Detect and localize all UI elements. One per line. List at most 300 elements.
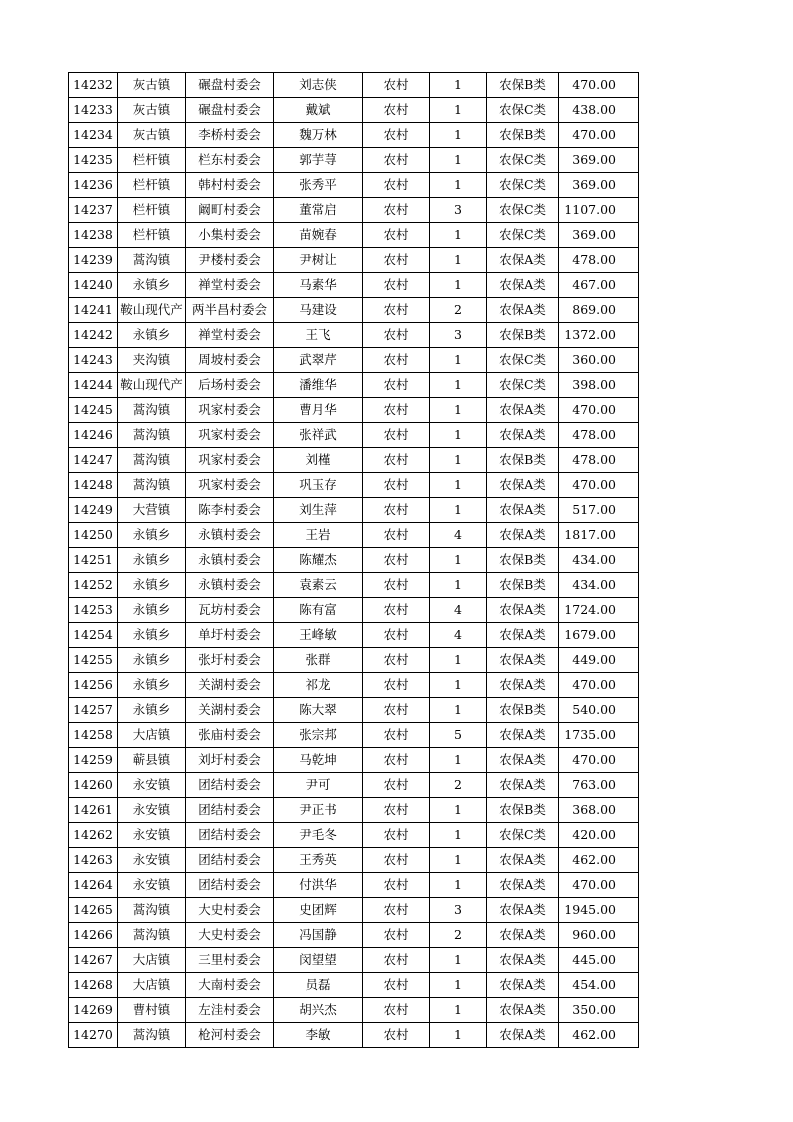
cell-insurance-class: 农保A类	[487, 723, 559, 748]
cell-household-count: 1	[430, 998, 487, 1023]
cell-household-type: 农村	[363, 973, 430, 998]
cell-town: 永镇乡	[118, 698, 186, 723]
cell-household-type: 农村	[363, 498, 430, 523]
cell-household-type: 农村	[363, 398, 430, 423]
table-row	[69, 673, 639, 698]
cell-village-committee: 巩家村委会	[186, 398, 274, 423]
cell-insurance-class: 农保B类	[487, 323, 559, 348]
cell-insurance-class: 农保C类	[487, 98, 559, 123]
cell-insurance-class: 农保B类	[487, 798, 559, 823]
cell-household-type: 农村	[363, 823, 430, 848]
cell-village-committee: 周坡村委会	[186, 348, 274, 373]
cell-amount: 517.00	[559, 498, 639, 523]
cell-village-committee: 三里村委会	[186, 948, 274, 973]
cell-person-name: 曹月华	[274, 398, 363, 423]
cell-amount: 467.00	[559, 273, 639, 298]
cell-insurance-class: 农保B类	[487, 573, 559, 598]
cell-person-name: 魏万林	[274, 123, 363, 148]
cell-person-name: 李敏	[274, 1023, 363, 1048]
table-row	[69, 348, 639, 373]
cell-record-id: 14250	[69, 523, 118, 548]
cell-town: 永安镇	[118, 823, 186, 848]
cell-record-id: 14238	[69, 223, 118, 248]
cell-person-name: 王秀英	[274, 848, 363, 873]
cell-person-name: 刘志侠	[274, 73, 363, 98]
cell-person-name: 董常启	[274, 198, 363, 223]
cell-town: 灰古镇	[118, 98, 186, 123]
cell-person-name: 马乾坤	[274, 748, 363, 773]
table-row	[69, 273, 639, 298]
cell-person-name: 祁龙	[274, 673, 363, 698]
cell-town: 鞍山现代产	[118, 298, 186, 323]
cell-village-committee: 陈李村委会	[186, 498, 274, 523]
cell-town: 永安镇	[118, 848, 186, 873]
cell-person-name: 巩玉存	[274, 473, 363, 498]
cell-record-id: 14257	[69, 698, 118, 723]
cell-record-id: 14266	[69, 923, 118, 948]
cell-village-committee: 大史村委会	[186, 923, 274, 948]
cell-household-count: 1	[430, 823, 487, 848]
cell-village-committee: 栏东村委会	[186, 148, 274, 173]
cell-household-count: 3	[430, 898, 487, 923]
cell-amount: 960.00	[559, 923, 639, 948]
cell-village-committee: 瓦坊村委会	[186, 598, 274, 623]
table-row	[69, 173, 639, 198]
cell-person-name: 王飞	[274, 323, 363, 348]
cell-town: 永镇乡	[118, 648, 186, 673]
cell-record-id: 14242	[69, 323, 118, 348]
cell-amount: 470.00	[559, 673, 639, 698]
cell-household-count: 1	[430, 748, 487, 773]
cell-village-committee: 永镇村委会	[186, 523, 274, 548]
cell-household-count: 1	[430, 973, 487, 998]
cell-household-count: 1	[430, 948, 487, 973]
table-row	[69, 523, 639, 548]
cell-person-name: 戴斌	[274, 98, 363, 123]
cell-person-name: 尹可	[274, 773, 363, 798]
cell-person-name: 尹毛冬	[274, 823, 363, 848]
cell-person-name: 刘槿	[274, 448, 363, 473]
cell-amount: 369.00	[559, 173, 639, 198]
cell-person-name: 尹正书	[274, 798, 363, 823]
cell-person-name: 王岩	[274, 523, 363, 548]
cell-household-type: 农村	[363, 248, 430, 273]
cell-amount: 360.00	[559, 348, 639, 373]
cell-household-type: 农村	[363, 298, 430, 323]
cell-town: 鞍山现代产	[118, 373, 186, 398]
cell-amount: 470.00	[559, 748, 639, 773]
cell-town: 曹村镇	[118, 998, 186, 1023]
cell-village-committee: 巩家村委会	[186, 473, 274, 498]
cell-household-type: 农村	[363, 1023, 430, 1048]
cell-amount: 1372.00	[559, 323, 639, 348]
cell-record-id: 14248	[69, 473, 118, 498]
table-row	[69, 498, 639, 523]
cell-household-count: 3	[430, 323, 487, 348]
cell-village-committee: 团结村委会	[186, 798, 274, 823]
cell-town: 永镇乡	[118, 548, 186, 573]
cell-village-committee: 碾盘村委会	[186, 73, 274, 98]
cell-household-type: 农村	[363, 573, 430, 598]
cell-household-count: 4	[430, 623, 487, 648]
cell-insurance-class: 农保A类	[487, 748, 559, 773]
cell-insurance-class: 农保A类	[487, 998, 559, 1023]
cell-village-committee: 张圩村委会	[186, 648, 274, 673]
cell-amount: 470.00	[559, 473, 639, 498]
cell-town: 永镇乡	[118, 598, 186, 623]
cell-household-type: 农村	[363, 948, 430, 973]
table-row	[69, 423, 639, 448]
cell-town: 大店镇	[118, 948, 186, 973]
cell-household-type: 农村	[363, 423, 430, 448]
cell-village-committee: 李桥村委会	[186, 123, 274, 148]
cell-household-count: 1	[430, 273, 487, 298]
cell-household-count: 1	[430, 448, 487, 473]
table-row	[69, 398, 639, 423]
cell-insurance-class: 农保A类	[487, 423, 559, 448]
table-row	[69, 723, 639, 748]
cell-person-name: 袁素云	[274, 573, 363, 598]
cell-town: 永安镇	[118, 798, 186, 823]
cell-record-id: 14262	[69, 823, 118, 848]
cell-village-committee: 张庙村委会	[186, 723, 274, 748]
cell-town: 蒿沟镇	[118, 898, 186, 923]
cell-town: 永安镇	[118, 773, 186, 798]
cell-household-count: 1	[430, 548, 487, 573]
cell-person-name: 尹树让	[274, 248, 363, 273]
table-row	[69, 98, 639, 123]
cell-record-id: 14233	[69, 98, 118, 123]
cell-household-type: 农村	[363, 98, 430, 123]
cell-insurance-class: 农保A类	[487, 648, 559, 673]
cell-person-name: 刘生萍	[274, 498, 363, 523]
cell-village-committee: 团结村委会	[186, 848, 274, 873]
cell-village-committee: 巩家村委会	[186, 448, 274, 473]
cell-village-committee: 左洼村委会	[186, 998, 274, 1023]
cell-household-type: 农村	[363, 673, 430, 698]
cell-record-id: 14256	[69, 673, 118, 698]
cell-insurance-class: 农保C类	[487, 373, 559, 398]
cell-town: 永镇乡	[118, 673, 186, 698]
cell-amount: 454.00	[559, 973, 639, 998]
cell-household-count: 1	[430, 248, 487, 273]
cell-amount: 1735.00	[559, 723, 639, 748]
cell-household-count: 1	[430, 648, 487, 673]
cell-household-type: 农村	[363, 598, 430, 623]
cell-record-id: 14244	[69, 373, 118, 398]
cell-village-committee: 后场村委会	[186, 373, 274, 398]
cell-record-id: 14254	[69, 623, 118, 648]
cell-amount: 470.00	[559, 873, 639, 898]
table-row	[69, 923, 639, 948]
cell-household-count: 1	[430, 348, 487, 373]
table-row	[69, 198, 639, 223]
table-row	[69, 1023, 639, 1048]
cell-person-name: 张宗邦	[274, 723, 363, 748]
cell-insurance-class: 农保B类	[487, 123, 559, 148]
cell-person-name: 胡兴杰	[274, 998, 363, 1023]
cell-insurance-class: 农保A类	[487, 273, 559, 298]
cell-record-id: 14241	[69, 298, 118, 323]
cell-town: 蕲县镇	[118, 748, 186, 773]
cell-village-committee: 大史村委会	[186, 898, 274, 923]
cell-household-type: 农村	[363, 123, 430, 148]
cell-household-type: 农村	[363, 648, 430, 673]
cell-amount: 1724.00	[559, 598, 639, 623]
cell-amount: 869.00	[559, 298, 639, 323]
cell-town: 永镇乡	[118, 573, 186, 598]
cell-record-id: 14255	[69, 648, 118, 673]
table-row	[69, 748, 639, 773]
cell-household-type: 农村	[363, 223, 430, 248]
cell-town: 大店镇	[118, 973, 186, 998]
cell-household-count: 1	[430, 698, 487, 723]
table-row	[69, 873, 639, 898]
cell-village-committee: 小集村委会	[186, 223, 274, 248]
cell-town: 蒿沟镇	[118, 398, 186, 423]
cell-household-count: 5	[430, 723, 487, 748]
cell-household-count: 1	[430, 848, 487, 873]
cell-insurance-class: 农保A类	[487, 948, 559, 973]
cell-insurance-class: 农保A类	[487, 923, 559, 948]
table-row	[69, 598, 639, 623]
cell-village-committee: 禅堂村委会	[186, 323, 274, 348]
cell-village-committee: 永镇村委会	[186, 548, 274, 573]
cell-insurance-class: 农保A类	[487, 298, 559, 323]
cell-household-count: 3	[430, 198, 487, 223]
cell-household-count: 2	[430, 298, 487, 323]
cell-household-type: 农村	[363, 923, 430, 948]
cell-town: 栏杆镇	[118, 198, 186, 223]
table-row	[69, 573, 639, 598]
cell-insurance-class: 农保A类	[487, 248, 559, 273]
cell-household-count: 1	[430, 573, 487, 598]
cell-household-count: 1	[430, 673, 487, 698]
cell-amount: 434.00	[559, 573, 639, 598]
cell-household-type: 农村	[363, 448, 430, 473]
cell-town: 灰古镇	[118, 73, 186, 98]
cell-household-count: 1	[430, 73, 487, 98]
cell-town: 蒿沟镇	[118, 473, 186, 498]
cell-insurance-class: 农保A类	[487, 1023, 559, 1048]
cell-household-count: 1	[430, 373, 487, 398]
cell-household-count: 1	[430, 873, 487, 898]
cell-insurance-class: 农保A类	[487, 498, 559, 523]
cell-town: 栏杆镇	[118, 148, 186, 173]
cell-insurance-class: 农保C类	[487, 348, 559, 373]
cell-village-committee: 禅堂村委会	[186, 273, 274, 298]
cell-amount: 1107.00	[559, 198, 639, 223]
table-row	[69, 123, 639, 148]
table-body	[69, 73, 639, 1048]
cell-record-id: 14259	[69, 748, 118, 773]
cell-household-type: 农村	[363, 848, 430, 873]
cell-household-type: 农村	[363, 198, 430, 223]
cell-insurance-class: 农保A类	[487, 598, 559, 623]
cell-amount: 449.00	[559, 648, 639, 673]
cell-person-name: 苗婉春	[274, 223, 363, 248]
cell-record-id: 14269	[69, 998, 118, 1023]
table-row	[69, 998, 639, 1023]
cell-record-id: 14268	[69, 973, 118, 998]
cell-village-committee: 韩村村委会	[186, 173, 274, 198]
cell-household-count: 2	[430, 923, 487, 948]
cell-person-name: 冯国静	[274, 923, 363, 948]
cell-household-count: 4	[430, 598, 487, 623]
cell-household-count: 1	[430, 123, 487, 148]
cell-household-type: 农村	[363, 698, 430, 723]
cell-village-committee: 单圩村委会	[186, 623, 274, 648]
cell-household-type: 农村	[363, 273, 430, 298]
table-row	[69, 848, 639, 873]
cell-amount: 470.00	[559, 73, 639, 98]
table-row	[69, 823, 639, 848]
cell-person-name: 陈大翠	[274, 698, 363, 723]
cell-amount: 478.00	[559, 448, 639, 473]
cell-household-type: 农村	[363, 548, 430, 573]
cell-household-count: 1	[430, 148, 487, 173]
cell-insurance-class: 农保A类	[487, 848, 559, 873]
cell-person-name: 王峰敏	[274, 623, 363, 648]
table-row	[69, 898, 639, 923]
cell-household-type: 农村	[363, 773, 430, 798]
cell-record-id: 14232	[69, 73, 118, 98]
cell-record-id: 14246	[69, 423, 118, 448]
cell-household-type: 农村	[363, 623, 430, 648]
cell-person-name: 张群	[274, 648, 363, 673]
cell-household-type: 农村	[363, 473, 430, 498]
cell-record-id: 14245	[69, 398, 118, 423]
cell-town: 蒿沟镇	[118, 423, 186, 448]
cell-record-id: 14260	[69, 773, 118, 798]
cell-person-name: 史团辉	[274, 898, 363, 923]
cell-household-type: 农村	[363, 523, 430, 548]
cell-town: 大店镇	[118, 723, 186, 748]
cell-amount: 470.00	[559, 398, 639, 423]
cell-insurance-class: 农保B类	[487, 73, 559, 98]
cell-insurance-class: 农保A类	[487, 673, 559, 698]
cell-amount: 470.00	[559, 123, 639, 148]
cell-village-committee: 碾盘村委会	[186, 98, 274, 123]
cell-record-id: 14243	[69, 348, 118, 373]
cell-household-count: 1	[430, 798, 487, 823]
cell-person-name: 潘维华	[274, 373, 363, 398]
cell-town: 夹沟镇	[118, 348, 186, 373]
cell-household-count: 1	[430, 473, 487, 498]
cell-record-id: 14234	[69, 123, 118, 148]
cell-town: 永安镇	[118, 873, 186, 898]
table-row	[69, 298, 639, 323]
cell-person-name: 员磊	[274, 973, 363, 998]
cell-record-id: 14264	[69, 873, 118, 898]
cell-household-type: 农村	[363, 798, 430, 823]
cell-record-id: 14240	[69, 273, 118, 298]
cell-amount: 1945.00	[559, 898, 639, 923]
cell-amount: 398.00	[559, 373, 639, 398]
cell-household-type: 农村	[363, 348, 430, 373]
cell-village-committee: 大南村委会	[186, 973, 274, 998]
cell-person-name: 张祥武	[274, 423, 363, 448]
table-row	[69, 323, 639, 348]
cell-record-id: 14235	[69, 148, 118, 173]
cell-insurance-class: 农保A类	[487, 623, 559, 648]
cell-amount: 369.00	[559, 148, 639, 173]
cell-amount: 368.00	[559, 798, 639, 823]
cell-household-type: 农村	[363, 873, 430, 898]
cell-village-committee: 团结村委会	[186, 773, 274, 798]
cell-village-committee: 枪河村委会	[186, 1023, 274, 1048]
table-row	[69, 373, 639, 398]
cell-household-type: 农村	[363, 723, 430, 748]
cell-person-name: 郭芋荨	[274, 148, 363, 173]
table-row	[69, 148, 639, 173]
cell-household-type: 农村	[363, 748, 430, 773]
table-row	[69, 648, 639, 673]
cell-person-name: 闵望望	[274, 948, 363, 973]
cell-household-type: 农村	[363, 898, 430, 923]
cell-village-committee: 团结村委会	[186, 873, 274, 898]
cell-insurance-class: 农保A类	[487, 523, 559, 548]
cell-record-id: 14265	[69, 898, 118, 923]
cell-person-name: 张秀平	[274, 173, 363, 198]
cell-insurance-class: 农保B类	[487, 448, 559, 473]
cell-insurance-class: 农保A类	[487, 873, 559, 898]
cell-insurance-class: 农保A类	[487, 398, 559, 423]
cell-town: 大营镇	[118, 498, 186, 523]
cell-household-type: 农村	[363, 173, 430, 198]
cell-record-id: 14270	[69, 1023, 118, 1048]
cell-village-committee: 两半昌村委会	[186, 298, 274, 323]
cell-village-committee: 刘圩村委会	[186, 748, 274, 773]
cell-insurance-class: 农保C类	[487, 173, 559, 198]
cell-record-id: 14253	[69, 598, 118, 623]
cell-town: 蒿沟镇	[118, 448, 186, 473]
cell-town: 永镇乡	[118, 273, 186, 298]
cell-household-count: 1	[430, 1023, 487, 1048]
cell-insurance-class: 农保A类	[487, 773, 559, 798]
cell-town: 栏杆镇	[118, 223, 186, 248]
cell-record-id: 14236	[69, 173, 118, 198]
cell-person-name: 马建设	[274, 298, 363, 323]
cell-insurance-class: 农保C类	[487, 223, 559, 248]
cell-amount: 763.00	[559, 773, 639, 798]
cell-person-name: 陈有富	[274, 598, 363, 623]
cell-town: 蒿沟镇	[118, 1023, 186, 1048]
cell-household-count: 1	[430, 398, 487, 423]
table-row	[69, 248, 639, 273]
cell-person-name: 陈耀杰	[274, 548, 363, 573]
cell-amount: 434.00	[559, 548, 639, 573]
cell-amount: 350.00	[559, 998, 639, 1023]
cell-village-committee: 团结村委会	[186, 823, 274, 848]
cell-town: 永镇乡	[118, 323, 186, 348]
table-row	[69, 473, 639, 498]
table-row	[69, 448, 639, 473]
cell-town: 永镇乡	[118, 623, 186, 648]
table-row	[69, 798, 639, 823]
cell-insurance-class: 农保A类	[487, 973, 559, 998]
cell-person-name: 武翠芹	[274, 348, 363, 373]
cell-amount: 438.00	[559, 98, 639, 123]
cell-amount: 540.00	[559, 698, 639, 723]
cell-amount: 462.00	[559, 1023, 639, 1048]
cell-record-id: 14251	[69, 548, 118, 573]
cell-household-count: 1	[430, 173, 487, 198]
cell-insurance-class: 农保C类	[487, 198, 559, 223]
cell-town: 蒿沟镇	[118, 923, 186, 948]
cell-amount: 369.00	[559, 223, 639, 248]
table-row	[69, 73, 639, 98]
